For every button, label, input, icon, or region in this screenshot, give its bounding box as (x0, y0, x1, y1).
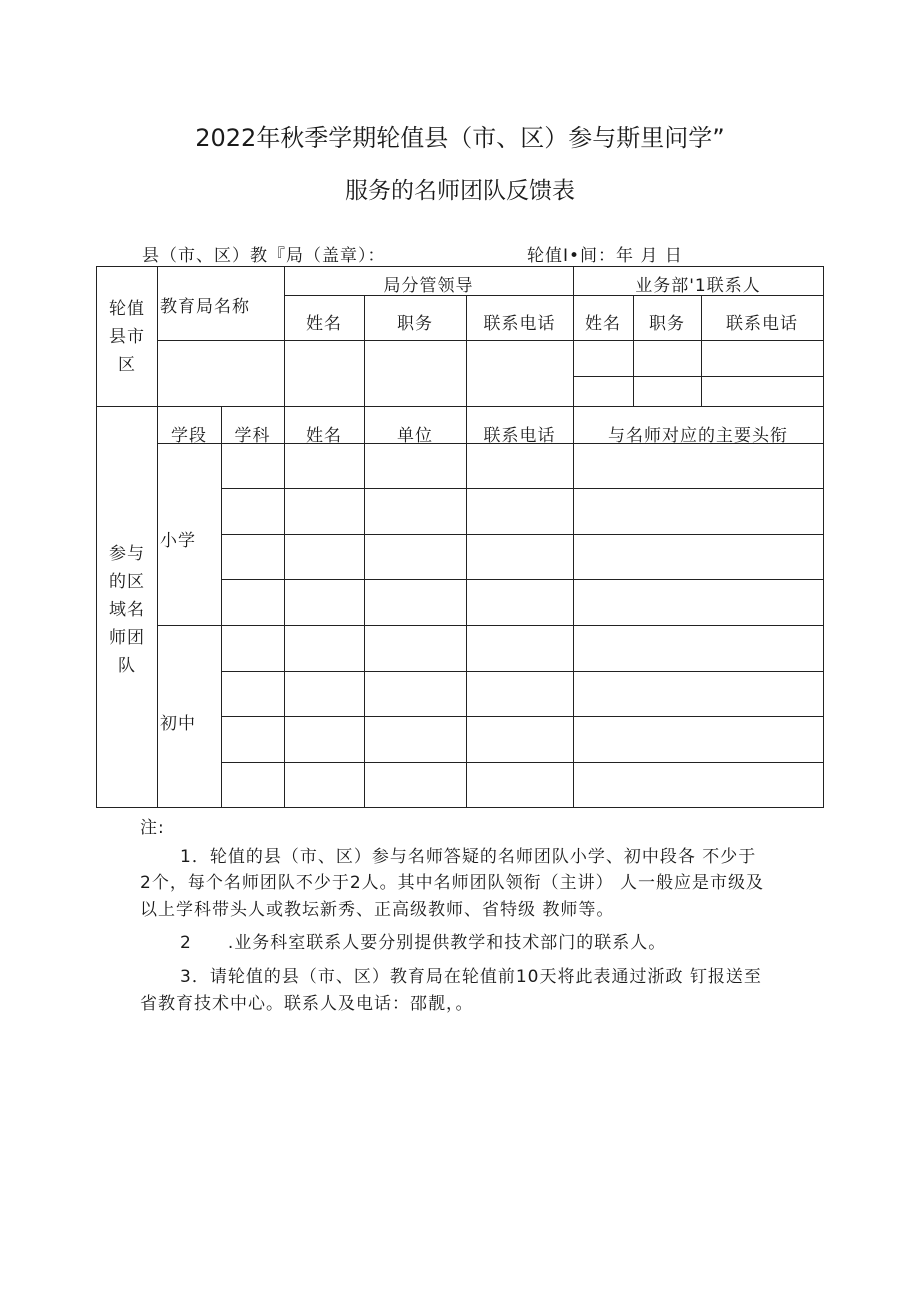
grid-line (573, 376, 824, 377)
teacher-team-label-text: 参与的区域名师团队 (109, 544, 145, 676)
stage-junior-label: 初中 (160, 714, 196, 734)
grid-line (221, 406, 222, 808)
teacher-name-header: 姓名 (306, 426, 342, 446)
note-1-line-1: 1．轮值的县（市、区）参与名师答疑的名师团队小学、初中段各 不少于 (180, 847, 757, 867)
grid-line (364, 295, 365, 808)
teacher-team-label (97, 540, 157, 680)
note-3-line-2: 省教育技术中心。联系人及电话：邵靓，。 (140, 994, 474, 1014)
grid-line (221, 534, 824, 535)
grid-line (157, 625, 824, 626)
note-1-line-3: 以上学科带头人或教坛新秀、正高级教师、省特级 教师等。 (140, 900, 615, 920)
grid-line (221, 716, 824, 717)
rotation-county-label (97, 295, 157, 379)
note-3-line-1: 3．请轮值的县（市、区）教育局在轮值前10天将此表通过浙政 钉报送至 (180, 967, 762, 987)
contact-name-header: 姓名 (585, 314, 621, 334)
rotation-county-label-text: 轮值县市区 (109, 299, 145, 375)
table-border-right (823, 266, 824, 808)
grid-line (96, 406, 824, 407)
grid-line (221, 579, 824, 580)
grid-line (573, 266, 574, 808)
contact-position-header: 职务 (649, 314, 685, 334)
leader-phone-header: 联系电话 (483, 314, 556, 334)
edu-bureau-name-header: 教育局名称 (160, 297, 250, 317)
table-border-top (96, 266, 824, 267)
grid-line (466, 295, 467, 808)
grid-line (284, 266, 285, 808)
grid-line (221, 762, 824, 763)
grid-line (221, 488, 824, 489)
document-title-line2: 服务的名师团队反馈表 (345, 178, 575, 204)
note-1-line-2: 2个，每个名师团队不少于2人。其中名师团队领衔（主讲） 人一般应是市级及 (140, 873, 765, 893)
notes-heading: 注: (140, 818, 165, 838)
grid-line (221, 671, 824, 672)
unit-header: 单位 (397, 426, 433, 446)
county-seal-label: 县（市、区）教『局（盖章）： (142, 246, 386, 266)
contact-phone-header: 联系电话 (726, 314, 798, 334)
subject-header: 学科 (234, 426, 271, 446)
stage-primary-label: 小学 (160, 531, 196, 551)
grid-line (157, 340, 824, 341)
document-title-line1: 2022年秋季学期轮值县（市、区）参与斯里问学” (195, 124, 725, 152)
bureau-leader-header: 局分管领导 (383, 276, 474, 296)
grid-line (157, 266, 158, 808)
note-2: 2 .业务科室联系人要分别提供教学和技术部门的联系人。 (180, 933, 667, 953)
title-header: 与名师对应的主要头衔 (608, 426, 788, 446)
teacher-phone-header: 联系电话 (483, 426, 556, 446)
leader-name-header: 姓名 (306, 314, 342, 334)
leader-position-header: 职务 (397, 314, 433, 334)
stage-header: 学段 (171, 426, 207, 446)
rotation-time-label: 轮值Ⅰ•间：年 月 日 (527, 246, 683, 266)
business-contact-header: 业务部'1联系人 (635, 276, 761, 296)
table-border-bottom (96, 807, 824, 808)
